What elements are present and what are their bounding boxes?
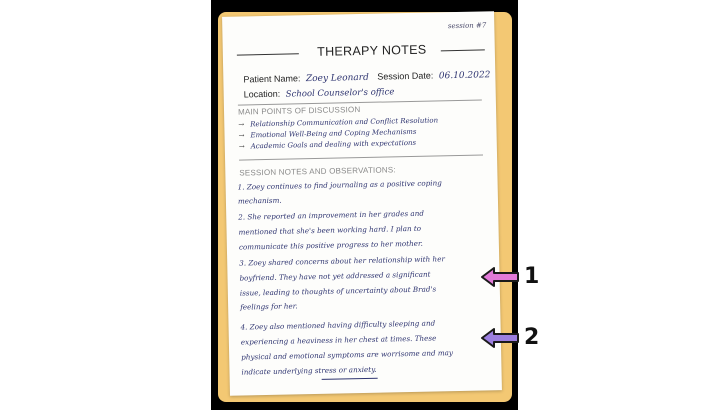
annotation-marker-1 [480,266,539,288]
left-arrow-icon [480,266,520,288]
patient-label: Patient Name: [243,73,301,85]
annotation-marker-2 [480,327,539,349]
main-point-text: Academic Goals and dealing with expectations [250,138,417,151]
notes-heading: SESSION NOTES AND OBSERVATIONS: [239,165,396,178]
title-rule-left [237,53,299,55]
date-value: 06.10.2022 [438,70,491,82]
main-point-3 [239,139,416,151]
title-rule-right [441,49,485,51]
note-line: 4. Zoey also mentioned having difficulty sleeping and [240,318,436,332]
note-line: issue, leading to thoughts of uncertainty about Brad's [239,284,437,298]
note-line: physical and emotional symptoms are worrisome and may [241,348,454,362]
note-line: experiencing a heaviness in her chest at times. These [240,333,437,347]
note-line: mentioned that she's been working hard. I plan to [238,223,422,237]
location-label: Location: [243,88,281,100]
marker-number: 2 [524,325,540,350]
note-line: 2. She reported an improvement in her grades and [238,208,424,222]
location-row [244,86,395,100]
main-point-text: Relationship Communication and Conflict Resolution [250,116,439,129]
arrow-right-icon: → [238,142,245,151]
location-value: School Counselor's office [285,87,395,100]
title-row [237,41,485,62]
main-point-2 [238,128,416,140]
arrow-right-icon: → [238,131,245,140]
note-line: 1. Zoey continues to find journaling as a positive coping [237,178,442,192]
divider [239,154,483,160]
note-line: feelings for her. [240,301,298,312]
note-line: 3. Zoey shared concerns about her relationship with her [239,254,445,268]
main-point-1 [238,116,438,128]
note-line: indicate underlying stress or anxiety. [241,364,377,377]
patient-value: Zoey Leonard [305,72,369,85]
left-arrow-icon [480,327,520,349]
note-line: communicate this positive progress to her mother. [238,238,423,252]
handwritten-underline [322,378,378,380]
arrow-right-icon: → [238,120,245,129]
page-title: THERAPY NOTES [317,42,427,59]
note-line: mechanism. [237,195,282,206]
note-line: boyfriend. They have not yet addressed a significant [239,269,431,283]
marker-number: 1 [524,264,540,289]
patient-row [243,69,490,85]
date-label: Session Date: [377,70,434,82]
session-number: session #7 [447,21,487,31]
main-point-text: Emotional Well-Being and Coping Mechanisms [250,127,417,140]
main-points-heading: MAIN POINTS OF DISCUSSION [237,105,361,117]
therapy-notes-sheet [222,11,502,396]
